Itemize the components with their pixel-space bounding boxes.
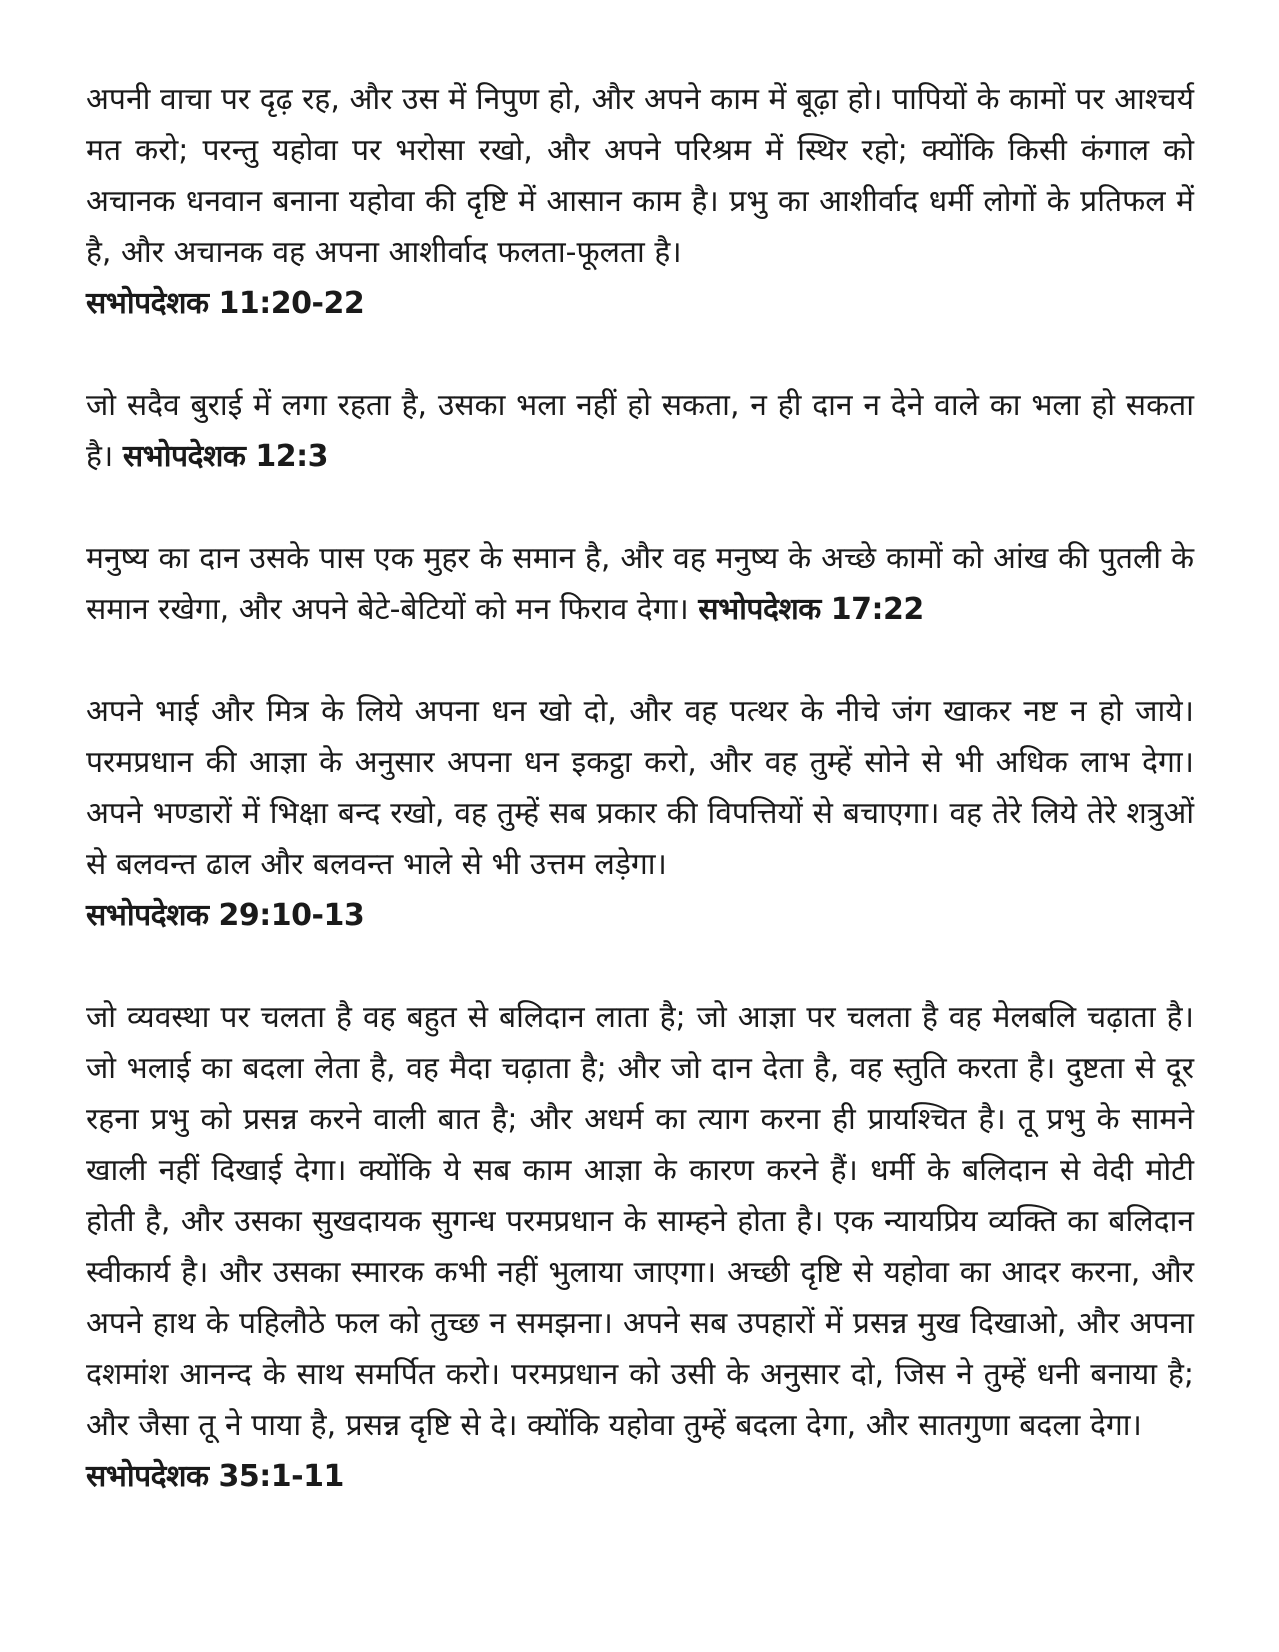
passage-text: अपनी वाचा पर दृढ़ रह, और उस में निपुण हो, और अपने काम में बूढ़ा हो। पापियों के कामों पर आश्चर्य मत करो; परन्तु यहोवा पर भरोसा रखो, और अपने परिश्रम में स्थिर रहो; क्योंकि किसी कंगाल को अचानक धनवान बनाना यहोवा की दृष्टि में आसान काम है। प्रभु का आशीर्वाद धर्मी लोगों के प्रतिफल में है, और अचानक वह अपना आशीर्वाद फलता-फूलता है। bbox=[86, 82, 1194, 270]
scripture-reference: सभोपदेशक 11:20-22 bbox=[86, 286, 365, 321]
passage-5 bbox=[86, 992, 1194, 1502]
passage-2 bbox=[86, 380, 1194, 482]
scripture-reference: सभोपदेशक 35:1-11 bbox=[86, 1459, 344, 1494]
passage-text: मनुष्य का दान उसके पास एक मुहर के समान है, और वह मनुष्य के अच्छे कामों को आंख की पुतली के समान रखेगा, और अपने बेटे-बेटियों को मन फिराव देगा। bbox=[86, 541, 1194, 627]
passage-text: जो व्यवस्था पर चलता है वह बहुत से बलिदान लाता है; जो आज्ञा पर चलता है वह मेलबलि चढ़ाता है। जो भलाई का बदला लेता है, वह मैदा चढ़ाता है; और जो दान देता है, वह स्तुति करता है। दुष्टता से दूर रहना प्रभु को प्रसन्न करने वाली बात है; और अधर्म का त्याग करना ही प्रायश्चित है। तू प्रभु के सामने खाली नहीं दिखाई देगा। क्योंकि ये सब काम आज्ञा के कारण करने हैं। धर्मी के बलिदान से वेदी मोटी होती है, और उसका सुखदायक सुगन्ध परमप्रधान के साम्हने होता है। एक न्यायप्रिय व्यक्ति का बलिदान स्वीकार्य है। और उसका स्मारक कभी नहीं भुलाया जाएगा। अच्छी दृष्टि से यहोवा का आदर करना, और अपने हाथ के पहिलौठे फल को तुच्छ न समझना। अपने सब उपहारों में प्रसन्न मुख दिखाओ, और अपना दशमांश आनन्द के साथ समर्पित करो। परमप्रधान को उसी के अनुसार दो, जिस ने तुम्हें धनी बनाया है; और जैसा तू ने पाया है, प्रसन्न दृष्टि से दे। क्योंकि यहोवा तुम्हें बदला देगा, और सातगुणा बदला देगा। bbox=[86, 1000, 1194, 1443]
scripture-reference: सभोपदेशक 29:10-13 bbox=[86, 898, 365, 933]
scripture-reference: सभोपदेशक 12:3 bbox=[122, 439, 328, 474]
passage-text: जो सदैव बुराई में लगा रहता है, उसका भला नहीं हो सकता, न ही दान न देने वाले का भला हो सकता है। bbox=[86, 388, 1194, 474]
scripture-reference: सभोपदेशक 17:22 bbox=[698, 592, 924, 627]
document-page bbox=[86, 74, 1194, 1502]
passage-4 bbox=[86, 686, 1194, 941]
passage-text: अपने भाई और मित्र के लिये अपना धन खो दो, और वह पत्थर के नीचे जंग खाकर नष्ट न हो जाये। परमप्रधान की आज्ञा के अनुसार अपना धन इकट्ठा करो, और वह तुम्हें सोने से भी अधिक लाभ देगा। अपने भण्डारों में भिक्षा बन्द रखो, वह तुम्हें सब प्रकार की विपत्तियों से बचाएगा। वह तेरे लिये तेरे शत्रुओं से बलवन्त ढाल और बलवन्त भाले से भी उत्तम लड़ेगा। bbox=[86, 694, 1194, 882]
passage-3 bbox=[86, 533, 1194, 635]
passage-1 bbox=[86, 74, 1194, 329]
